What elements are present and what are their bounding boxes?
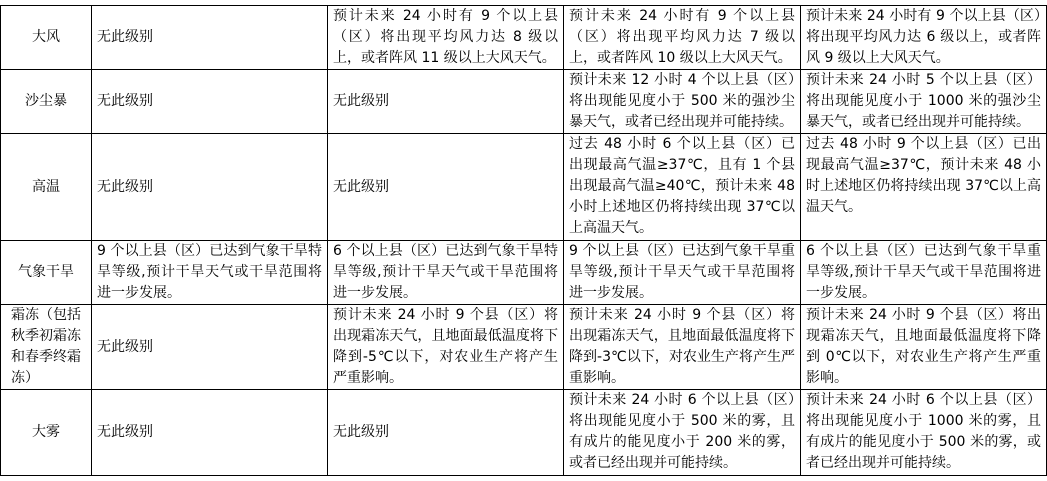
level-cell: 预计未来 24 小时 6 个以上县（区）将出现能见度小于 1000 米的雾，且有成片的能见度小于 500 米的雾，或者已经出现并可能持续。 — [801, 390, 1047, 476]
table-row — [1, 134, 1047, 241]
level-cell: 预计未来 24 小时 9 个县（区）将出现霜冻天气，且地面最低温度将下降到-3℃以下，对农业生产将产生严重影响。 — [564, 305, 801, 390]
level-cell: 无此级别 — [328, 390, 564, 476]
hazard-type-cell: 气象干旱 — [1, 241, 92, 305]
level-cell: 无此级别 — [92, 70, 328, 134]
level-cell: 预计未来 24 小时 9 个县（区）将出现霜冻天气，且地面最低温度将下降到-5℃以下，对农业生产将产生严重影响。 — [328, 305, 564, 390]
level-cell: 9 个以上县（区）已达到气象干旱重旱等级,预计干旱天气或干旱范围将进一步发展。 — [564, 241, 801, 305]
level-cell: 无此级别 — [328, 70, 564, 134]
hazard-type-cell: 沙尘暴 — [1, 70, 92, 134]
hazard-type-cell: 霜冻（包括秋季初霜冻和春季终霜冻） — [1, 305, 92, 390]
level-cell: 无此级别 — [92, 305, 328, 390]
table-row — [1, 6, 1047, 70]
level-cell: 过去 48 小时 9 个以上县（区）已出现最高气温≥37℃，预计未来 48 小时上述地区仍将持续出现 37℃以上高温天气。 — [801, 134, 1047, 241]
level-cell: 无此级别 — [328, 134, 564, 241]
level-cell: 过去 48 小时 6 个以上县（区）已出现最高气温≥37℃，且有 1 个县出现最高气温≥40℃，预计未来 48 小时上述地区仍将持续出现 37℃以上高温天气。 — [564, 134, 801, 241]
hazard-type-cell: 大风 — [1, 6, 92, 70]
level-cell: 9 个以上县（区）已达到气象干旱特旱等级,预计干旱天气或干旱范围将进一步发展。 — [92, 241, 328, 305]
hazard-type-cell: 高温 — [1, 134, 92, 241]
warning-standards-table — [0, 5, 1047, 476]
table-row — [1, 241, 1047, 305]
level-cell: 预计未来 12 小时 4 个以上县（区）将出现能见度小于 500 米的强沙尘暴天气，或者已经出现并可能持续。 — [564, 70, 801, 134]
level-cell: 预计未来 24 小时 6 个以上县（区）将出现能见度小于 500 米的雾，且有成片的能见度小于 200 米的雾，或者已经出现并可能持续。 — [564, 390, 801, 476]
table-row — [1, 305, 1047, 390]
level-cell: 无此级别 — [92, 6, 328, 70]
level-cell: 预计未来 24 小时 5 个以上县（区）将出现能见度小于 1000 米的强沙尘暴天气，或者已经出现并可能持续。 — [801, 70, 1047, 134]
level-cell: 6 个以上县（区）已达到气象干旱重旱等级,预计干旱天气或干旱范围将进一步发展。 — [801, 241, 1047, 305]
level-cell: 无此级别 — [92, 390, 328, 476]
table-row — [1, 70, 1047, 134]
table-row — [1, 390, 1047, 476]
level-cell: 预计未来 24 小时有 9 个以上县（区）将出现平均风力达 6 级以上，或者阵风 9 级以上大风天气。 — [801, 6, 1047, 70]
level-cell: 预计未来 24 小时有 9 个以上县（区）将出现平均风力达 7 级以上，或者阵风 10 级以上大风天气。 — [564, 6, 801, 70]
level-cell: 6 个以上县（区）已达到气象干旱特旱等级,预计干旱天气或干旱范围将进一步发展。 — [328, 241, 564, 305]
level-cell: 预计未来 24 小时 9 个县（区）将出现霜冻天气，且地面最低温度将下降到 0℃以下，对农业生产将产生严重影响。 — [801, 305, 1047, 390]
level-cell: 预计未来 24 小时有 9 个以上县（区）将出现平均风力达 8 级以上，或者阵风 11 级以上大风天气。 — [328, 6, 564, 70]
hazard-type-cell: 大雾 — [1, 390, 92, 476]
level-cell: 无此级别 — [92, 134, 328, 241]
